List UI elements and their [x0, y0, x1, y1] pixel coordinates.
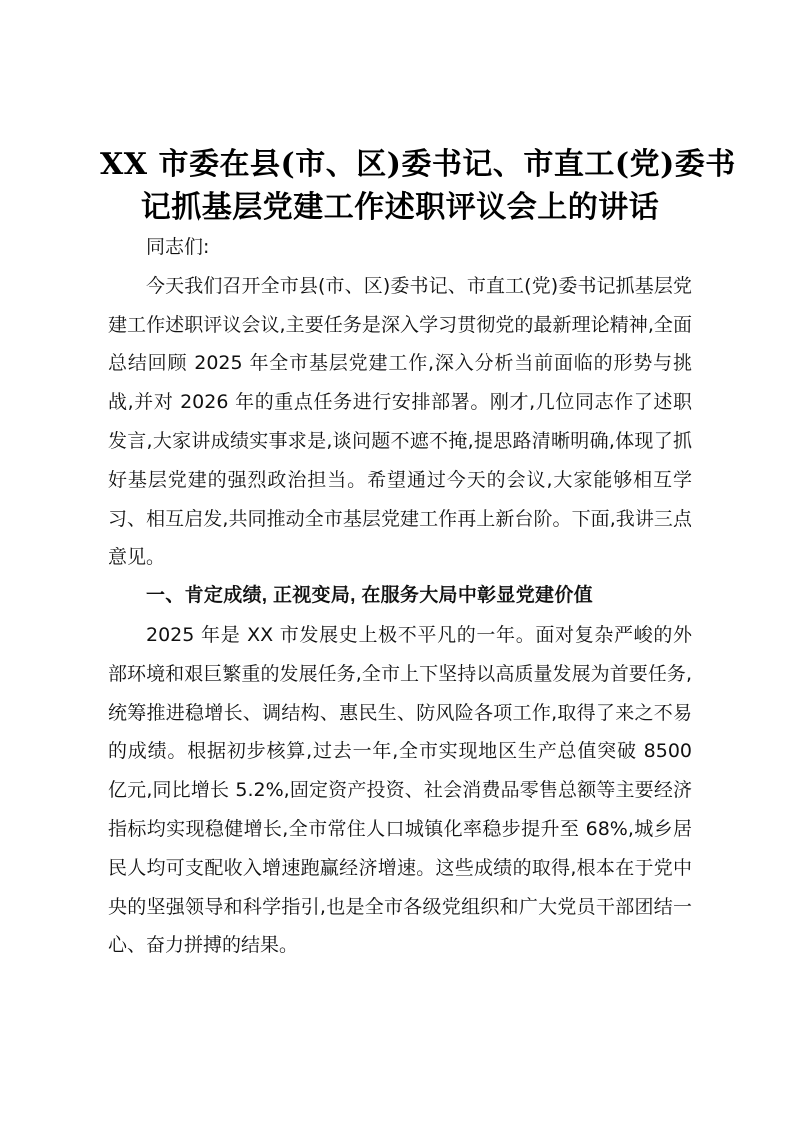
- paragraph-intro: 今天我们召开全市县(市、区)委书记、市直工(党)委书记抓基层党建工作述职评议会议,主要任务是深入学习贯彻党的最新理论精神,全面总结回顾 2025 年全市基层党建工作,深入分析当前面临的形势与挑战,并对 2026 年的重点任务进行安排部署。刚才,几位同志作了述职发言,大家讲成绩实事求是,谈问题不遮不掩,提思路清晰明确,体现了抓好基层党建的强烈政治担当。希望通过今天的会议,大家能够相互学习、相互启发,共同推动全市基层党建工作再上新台阶。下面,我讲三点意见。: [108, 274, 692, 569]
- paragraph-achievements: 2025 年是 XX 市发展史上极不平凡的一年。面对复杂严峻的外部环境和艰巨繁重的发展任务,全市上下坚持以高质量发展为首要任务,统筹推进稳增长、调结构、惠民生、防风险各项工作,取得了来之不易的成绩。根据初步核算,过去一年,全市实现地区生产总值突破 8500 亿元,同比增长 5.2%,固定资产投资、社会消费品零售总额等主要经济指标均实现稳健增长,全市常住人口城镇化率稳步提升至 68%,城乡居民人均可支配收入增速跑赢经济增速。这些成绩的取得,根本在于党中央的坚强领导和科学指引,也是全市各级党组织和广大党员干部团结一心、奋力拼搏的结果。: [108, 623, 692, 957]
- document-title: [100, 143, 736, 229]
- greeting: 同志们:: [146, 236, 210, 258]
- title-line-2: 记抓基层党建工作述职评议会上的讲话: [140, 190, 660, 225]
- title-line-1: XX 市委在县(市、区)委书记、市直工(党)委书: [100, 147, 736, 182]
- document-body: [108, 228, 692, 965]
- section-heading-1: 一、肯定成绩, 正视变局, 在服务大局中彰显党建价值: [146, 585, 593, 607]
